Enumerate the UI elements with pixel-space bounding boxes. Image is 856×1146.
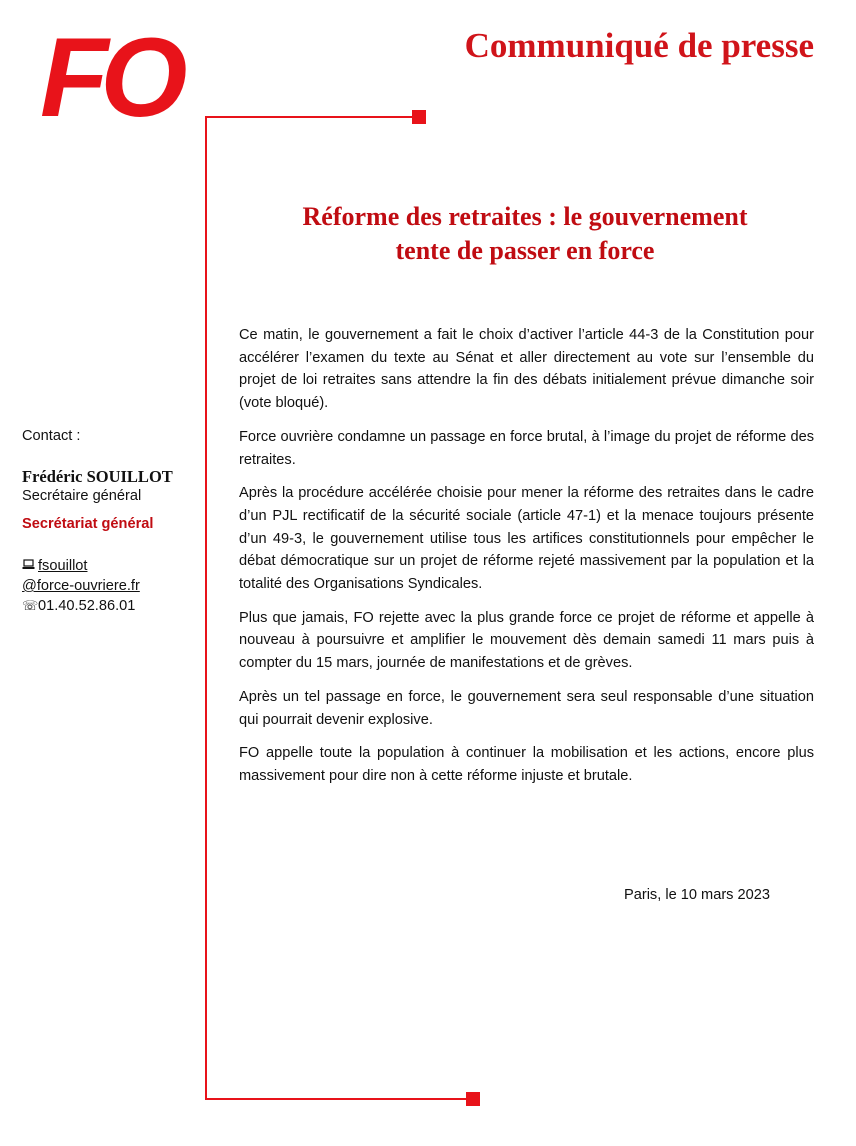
contact-name: Frédéric SOUILLOT — [22, 467, 173, 486]
logo-text: FO — [40, 15, 180, 140]
document-type-title: Communiqué de presse — [464, 26, 814, 65]
contact-details — [22, 556, 202, 616]
frame-bottom-line — [205, 1098, 471, 1100]
body-paragraph-6: FO appelle toute la population à continuer la mobilisation et les actions, encore plus massivement pour dire non à cette réforme injuste et brutale. — [239, 745, 814, 784]
body-paragraph-3: Après la procédure accélérée choisie pour mener la réforme des retraites dans le cadre d’un PJL rectificatif de la sécurité sociale (article 47-1) et la menace toujours présente d’un 49-3, le gouvernement utilise tous les artifices constitutionnels pour empêcher le débat démocratique sur un projet de réforme rejeté massivement par la population et la totalité des Organisations Syndicales. — [239, 485, 814, 593]
contact-role: Secrétaire général — [22, 488, 142, 504]
fo-logo — [38, 15, 180, 140]
contact-label: Contact : — [22, 428, 81, 444]
contact-phone-line — [22, 596, 202, 616]
contact-handle-line — [22, 556, 202, 576]
contact-department: Secrétariat général — [22, 516, 154, 532]
phone-icon: ☏ — [22, 598, 39, 613]
contact-email-link[interactable]: @force-ouvriere.fr — [22, 578, 140, 594]
frame-left-line — [205, 116, 207, 1100]
frame-top-line — [205, 116, 417, 118]
body-paragraph-5: Après un tel passage en force, le gouvernement sera seul responsable d’une situation qui pourrait devenir explosive. — [239, 688, 814, 728]
headline-line-1: Réforme des retraites : le gouvernement — [302, 202, 748, 231]
press-release-headline — [225, 200, 825, 268]
frame-bottom-square — [466, 1092, 480, 1106]
contact-phone: 01.40.52.86.01 — [38, 598, 136, 614]
contact-email-line — [22, 576, 202, 596]
press-release-body — [239, 324, 814, 799]
contact-sidebar — [22, 428, 202, 616]
body-paragraph-4: Plus que jamais, FO rejette avec la plus grande force ce projet de réforme et appelle à nouveau à poursuivre et amplifier le mouvement dès demain samedi 11 mars puis à compter du 15 mars, journée de manifestations et de grèves. — [239, 609, 814, 672]
headline-line-2: tente de passer en force — [395, 236, 655, 265]
laptop-icon — [22, 556, 38, 576]
place-date: Paris, le 10 mars 2023 — [623, 887, 770, 903]
frame-top-square — [412, 110, 426, 124]
body-paragraph-1: Ce matin, le gouvernement a fait le choix d’activer l’article 44-3 de la Constitution pour accélérer l’examen du texte au Sénat et aller directement au vote sur l’ensemble du projet de loi retraites sans attendre la fin des débats initialement prévue dimanche soir (vote bloqué). — [239, 327, 814, 412]
body-paragraph-2: Force ouvrière condamne un passage en force brutal, à l’image du projet de réforme des retraites. — [239, 428, 814, 468]
contact-handle-link[interactable]: fsouillot — [38, 558, 88, 574]
